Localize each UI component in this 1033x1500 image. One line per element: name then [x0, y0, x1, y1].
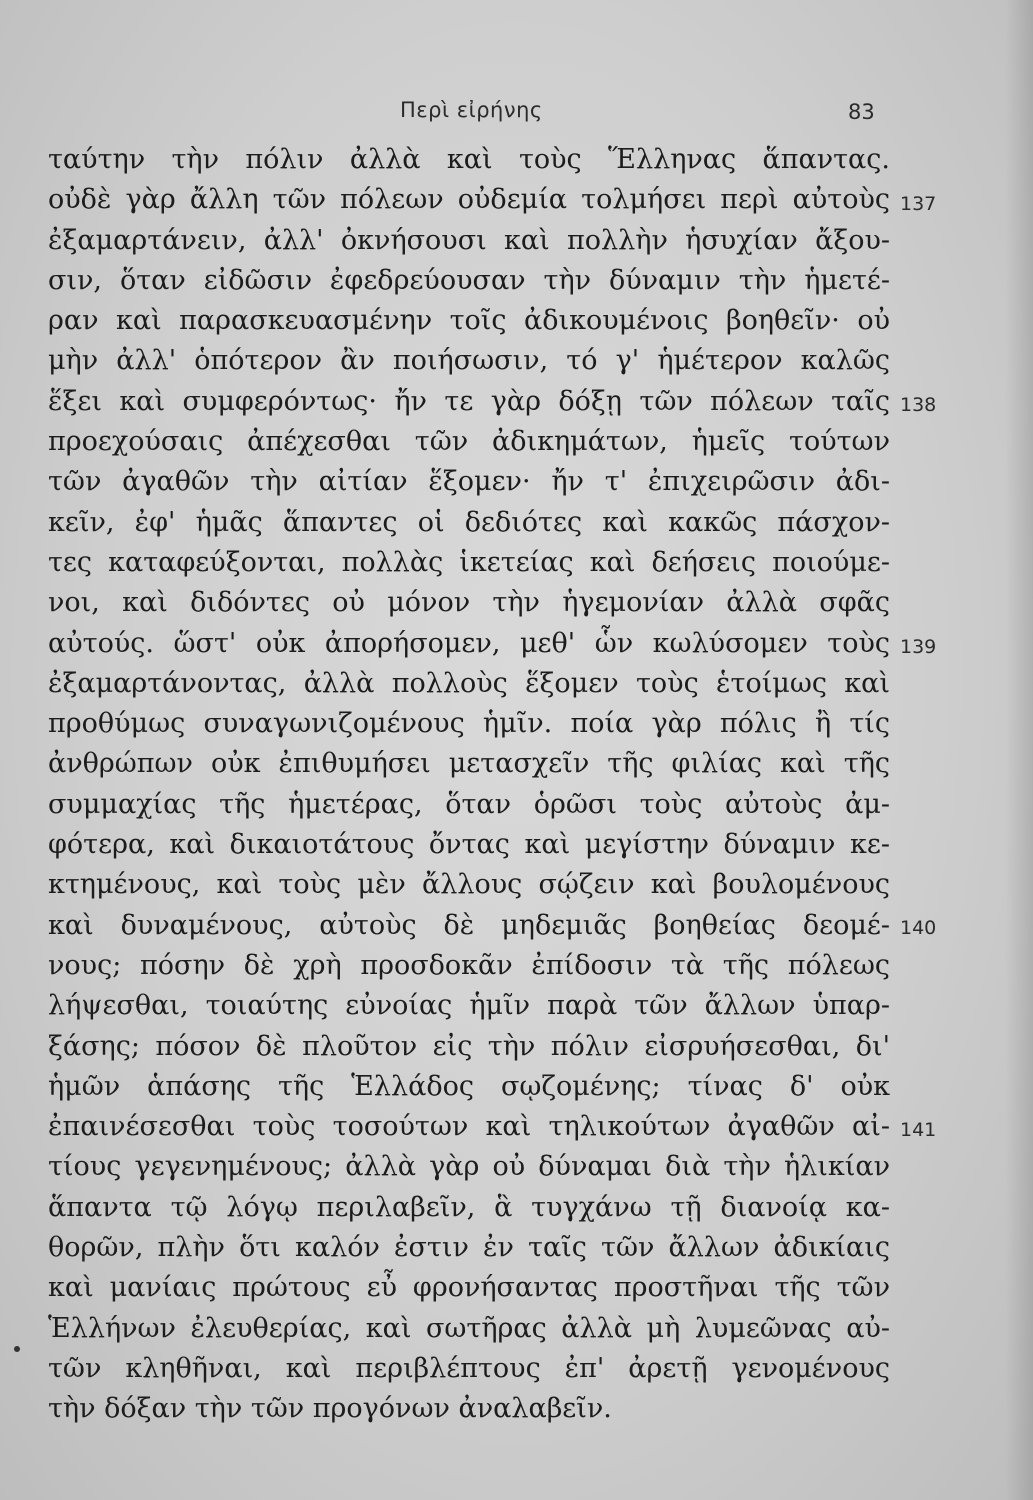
text-line: καὶ μανίαις πρώτους εὖ φρονήσαντας προστῆναι τῆς τῶν [48, 1272, 890, 1304]
text-line: σιν, ὅταν εἰδῶσιν ἐφεδρεύουσαν τὴν δύναμιν τὴν ἡμετέ- [48, 264, 890, 296]
text-line: τίους γεγενημένους; ἀλλὰ γὰρ οὐ δύναμαι διὰ τὴν ἡλικίαν [48, 1151, 890, 1183]
text-line: τες καταφεύξονται, πολλὰς ἱκετείας καὶ δεήσεις ποιούμε- [48, 546, 890, 578]
page-number: 83 [848, 100, 875, 124]
text-line: τῶν κληθῆναι, καὶ περιβλέπτους ἐπ' ἀρετῇ γενομένους [48, 1352, 890, 1384]
section-number: 141 [900, 1119, 937, 1141]
page-edge-shadow [1005, 0, 1033, 1500]
running-title: Περὶ εἰρήνης [400, 98, 543, 122]
text-line: ἅπαντα τῷ λόγῳ περιλαβεῖν, ἃ τυγχάνω τῇ διανοίᾳ κα- [48, 1191, 890, 1223]
text-line: ἐπαινέσεσθαι τοὺς τοσούτων καὶ τηλικούτων ἀγαθῶν αἰ- [48, 1111, 890, 1143]
text-line: καὶ δυναμένους, αὐτοὺς δὲ μηδεμιᾶς βοηθείας δεομέ- [48, 909, 890, 941]
text-line: προεχούσαις ἀπέχεσθαι τῶν ἀδικημάτων, ἡμεῖς τούτων [48, 426, 890, 458]
text-line: ραν καὶ παρασκευασμένην τοῖς ἀδικουμένοις βοηθεῖν· οὐ [48, 305, 890, 337]
section-number: 139 [900, 636, 937, 658]
text-line: ἀνθρώπων οὐκ ἐπιθυμήσει μετασχεῖν τῆς φιλίας καὶ τῆς [48, 748, 890, 780]
text-line: ἐξαμαρτάνοντας, ἀλλὰ πολλοὺς ἕξομεν τοὺς ἑτοίμως καὶ [48, 667, 890, 699]
running-head [0, 98, 1033, 128]
section-number: 138 [900, 394, 937, 416]
text-line: ἕξει καὶ συμφερόντως· ἤν τε γὰρ δόξῃ τῶν πόλεων ταῖς [48, 385, 890, 417]
text-line: ταύτην τὴν πόλιν ἀλλὰ καὶ τοὺς Ἕλληνας ἅπαντας. [48, 144, 890, 175]
margin-dot [14, 1346, 20, 1352]
text-line: ἡμῶν ἁπάσης τῆς Ἑλλάδος σῳζομένης; τίνας δ' οὐκ [48, 1070, 890, 1102]
section-number: 140 [900, 917, 937, 939]
text-line: λήψεσθαι, τοιαύτης εὐνοίας ἡμῖν παρὰ τῶν ἄλλων ὑπαρ- [48, 990, 890, 1022]
text-line: ἐξαμαρτάνειν, ἀλλ' ὀκνήσουσι καὶ πολλὴν ἡσυχίαν ἄξου- [48, 224, 890, 256]
body-text [48, 140, 890, 1430]
text-line: τὴν δόξαν τὴν τῶν προγόνων ἀναλαβεῖν. [48, 1393, 612, 1425]
text-line: κτημένους, καὶ τοὺς μὲν ἄλλους σῴζειν καὶ βουλομένους [48, 869, 890, 901]
text-line: ξάσης; πόσον δὲ πλοῦτον εἰς τὴν πόλιν εἰσρυήσεσθαι, δι' [48, 1030, 890, 1062]
text-line: νους; πόσην δὲ χρὴ προσδοκᾶν ἐπίδοσιν τὰ τῆς πόλεως [48, 949, 890, 981]
text-line: φότερα, καὶ δικαιοτάτους ὄντας καὶ μεγίστην δύναμιν κε- [48, 829, 890, 861]
text-line: οὐδὲ γὰρ ἄλλη τῶν πόλεων οὐδεμία τολμήσει περὶ αὐτοὺς [48, 184, 890, 216]
section-number: 137 [900, 193, 937, 215]
text-line: θορῶν, πλὴν ὅτι καλόν ἐστιν ἐν ταῖς τῶν ἄλλων ἀδικίαις [48, 1232, 890, 1264]
text-line: μὴν ἀλλ' ὁπότερον ἂν ποιήσωσιν, τό γ' ἡμέτερον καλῶς [48, 345, 890, 377]
text-line: τῶν ἀγαθῶν τὴν αἰτίαν ἕξομεν· ἤν τ' ἐπιχειρῶσιν ἀδι- [48, 466, 890, 498]
text-line: αὐτούς. ὥστ' οὐκ ἀπορήσομεν, μεθ' ὧν κωλύσομεν τοὺς [48, 627, 890, 659]
text-line: νοι, καὶ διδόντες οὐ μόνον τὴν ἡγεμονίαν ἀλλὰ σφᾶς [48, 587, 890, 619]
text-line: Ἑλλήνων ἐλευθερίας, καὶ σωτῆρας ἀλλὰ μὴ λυμεῶνας αὐ- [48, 1312, 890, 1344]
text-line: συμμαχίας τῆς ἡμετέρας, ὅταν ὁρῶσι τοὺς αὐτοὺς ἀμ- [48, 788, 890, 820]
text-line: κεῖν, ἐφ' ἡμᾶς ἅπαντες οἱ δεδιότες καὶ κακῶς πάσχον- [48, 506, 890, 538]
text-line: προθύμως συναγωνιζομένους ἡμῖν. ποία γὰρ πόλις ἢ τίς [48, 708, 890, 740]
